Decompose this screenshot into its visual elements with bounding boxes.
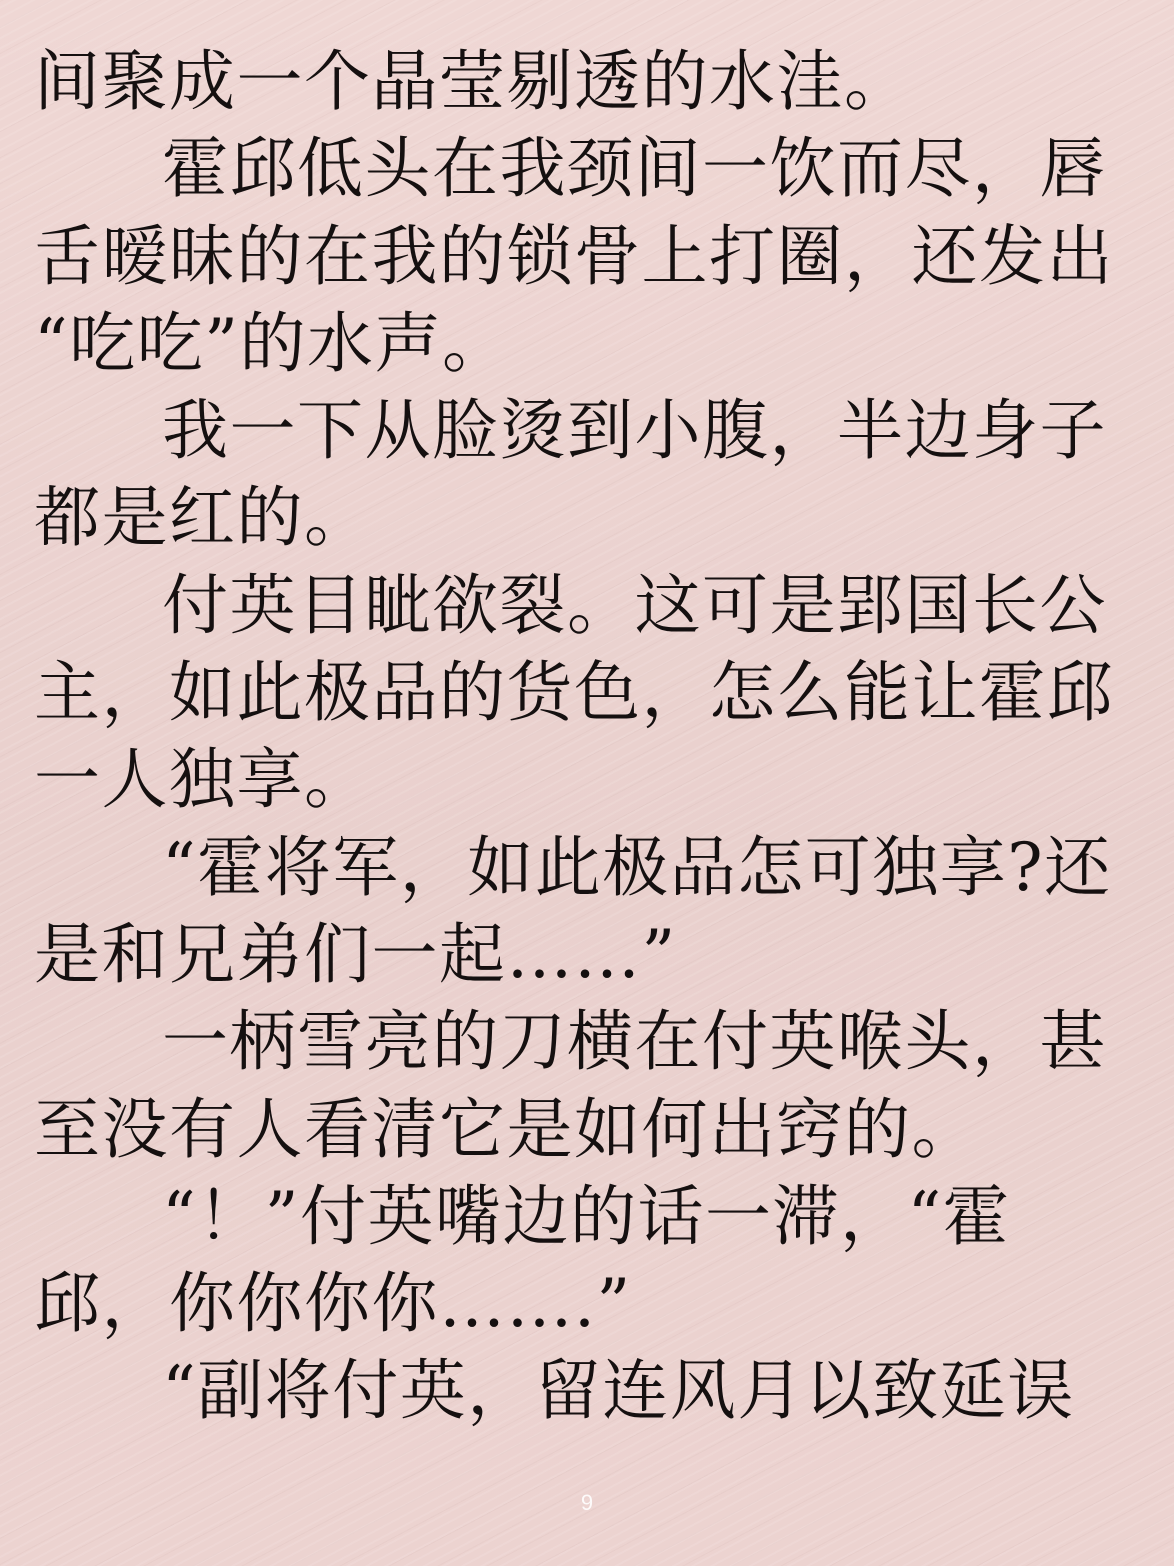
text-line: 是和兄弟们一起……” (34, 915, 677, 993)
text-line: 舌暧昧的在我的锁骨上打圈，还发出 (34, 217, 1114, 295)
text-line: 付英目眦欲裂。这可是郢国长公 (162, 566, 1107, 644)
text-line: 我一下从脸烫到小腹，半边身子 (162, 392, 1107, 470)
text-line: 间聚成一个晶莹剔透的水洼。 (34, 43, 912, 120)
text-line: 都是红的。 (34, 479, 372, 557)
text-line: “！”付英嘴边的话一滞，“霍 (162, 1177, 1011, 1255)
text-line: 主，如此极品的货色，怎么能让霍邱 (34, 654, 1114, 732)
text-line: 一柄雪亮的刀横在付英喉头，甚 (162, 1003, 1107, 1081)
text-line: “霍将军，如此极品怎可独享?还 (162, 828, 1112, 906)
story-text (34, 38, 1119, 1435)
text-line: “吃吃”的水声。 (34, 304, 510, 382)
text-line: 一人独享。 (34, 741, 372, 819)
text-line: 霍邱低头在我颈间一饮而尽，唇 (162, 130, 1107, 208)
text-line: 邱，你你你你…….” (34, 1265, 632, 1343)
text-line: “副将付英，留连风月以致延误 (162, 1352, 1075, 1430)
text-line: 至没有人看清它是如何出窍的。 (34, 1090, 979, 1168)
page-number: 9 (580, 1490, 594, 1515)
